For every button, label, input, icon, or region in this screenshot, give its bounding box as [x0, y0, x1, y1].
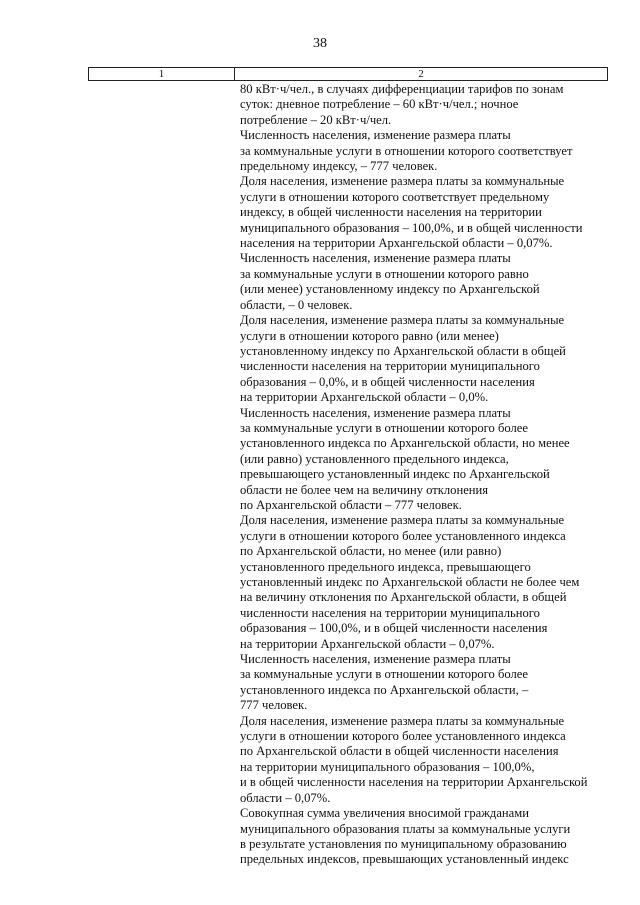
text-line: Численность населения, изменение размера платы: [240, 652, 511, 667]
text-line: в результате установления по муниципальному образованию: [240, 836, 567, 851]
text-line: на территории муниципального образования – 100,0%,: [240, 759, 535, 774]
text-line: превышающего установленный индекс по Архангельской: [240, 467, 550, 482]
text-line: предельных индексов, превышающих установленный индекс: [240, 852, 569, 867]
text-line: образования – 0,0%, и в общей численности населения: [240, 374, 535, 389]
text-line: Доля населения, изменение размера платы за коммунальные: [240, 513, 565, 528]
paragraph: [240, 714, 612, 806]
text-line: предельному индексу, – 777 человек.: [240, 159, 438, 174]
text-line: населения на территории Архангельской области – 0,07%.: [240, 236, 553, 251]
text-line: по Архангельской области – 777 человек.: [240, 497, 462, 512]
text-line: численности населения на территории муниципального: [240, 605, 540, 620]
text-line: численности населения на территории муниципального: [240, 359, 540, 374]
text-line: Совокупная сумма увеличения вносимой гражданами: [240, 806, 529, 821]
text-line: области – 0,07%.: [240, 790, 331, 805]
paragraph: [240, 806, 612, 868]
text-line: Численность населения, изменение размера платы: [240, 251, 511, 266]
paragraph: [240, 652, 612, 714]
text-line: индексу, в общей численности населения на территории: [240, 205, 542, 220]
text-line: потребление – 20 кВт·ч/чел.: [240, 112, 392, 127]
text-line: 80 кВт·ч/чел., в случаях дифференциации тарифов по зонам: [240, 82, 564, 96]
text-line: образования – 100,0%, и в общей численности населения: [240, 621, 548, 636]
text-line: установленному индексу по Архангельской области в общей: [240, 343, 566, 358]
paragraph: [240, 174, 612, 251]
text-line: услуги в отношении которого более установленного индекса: [240, 729, 566, 744]
paragraph: [240, 513, 612, 652]
table-header-row: [88, 67, 608, 81]
text-line: на территории Архангельской области – 0,07%.: [240, 636, 495, 651]
text-line: Численность населения, изменение размера платы: [240, 128, 511, 143]
text-line: услуги в отношении которого соответствует предельному: [240, 189, 550, 204]
text-line: за коммунальные услуги в отношении которого более: [240, 420, 528, 435]
paragraph: [240, 82, 612, 128]
text-line: муниципального образования – 100,0%, и в общей численности: [240, 220, 583, 235]
text-line: за коммунальные услуги в отношении которого равно: [240, 266, 529, 281]
text-line: за коммунальные услуги в отношении которого соответствует: [240, 143, 573, 158]
text-line: установленный индекс по Архангельской области не более чем: [240, 575, 580, 589]
text-line: и в общей численности населения на территории Архангельской: [240, 775, 588, 790]
text-line: по Архангельской области в общей численности населения: [240, 744, 559, 759]
text-line: на территории Архангельской области – 0,0%.: [240, 390, 489, 405]
table-header-column-1: 1: [89, 68, 235, 80]
paragraph: [240, 406, 612, 514]
text-line: суток: дневное потребление – 60 кВт·ч/чел.; ночное: [240, 97, 519, 112]
text-line: услуги в отношении которого равно (или менее): [240, 328, 499, 343]
text-line: (или менее) установленному индексу по Архангельской: [240, 282, 540, 297]
text-line: установленного предельного индекса, превышающего: [240, 559, 531, 574]
text-line: по Архангельской области, но менее (или равно): [240, 544, 502, 559]
paragraph: [240, 251, 612, 313]
text-line: за коммунальные услуги в отношении которого более: [240, 667, 528, 682]
text-line: (или равно) установленного предельного индекса,: [240, 451, 509, 466]
text-line: Доля населения, изменение размера платы за коммунальные: [240, 174, 565, 189]
text-line: Доля населения, изменение размера платы за коммунальные: [240, 713, 565, 728]
paragraph: [240, 128, 612, 174]
text-line: области не более чем на величину отклонения: [240, 482, 489, 497]
text-line: установленного индекса по Архангельской области, –: [240, 682, 529, 697]
page-number: 38: [313, 36, 327, 51]
text-line: Численность населения, изменение размера платы: [240, 405, 511, 420]
table-cell-text: [240, 82, 612, 868]
text-line: услуги в отношении которого более установленного индекса: [240, 528, 566, 543]
text-line: установленного индекса по Архангельской области, но менее: [240, 436, 570, 451]
text-line: муниципального образования платы за коммунальные услуги: [240, 821, 571, 836]
text-line: Доля населения, изменение размера платы за коммунальные: [240, 313, 565, 328]
paragraph: [240, 313, 612, 405]
text-line: 777 человек.: [240, 698, 308, 713]
text-line: области, – 0 человек.: [240, 297, 353, 312]
text-line: на величину отклонения по Архангельской области, в общей: [240, 590, 567, 605]
table-header-column-2: 2: [418, 68, 424, 80]
